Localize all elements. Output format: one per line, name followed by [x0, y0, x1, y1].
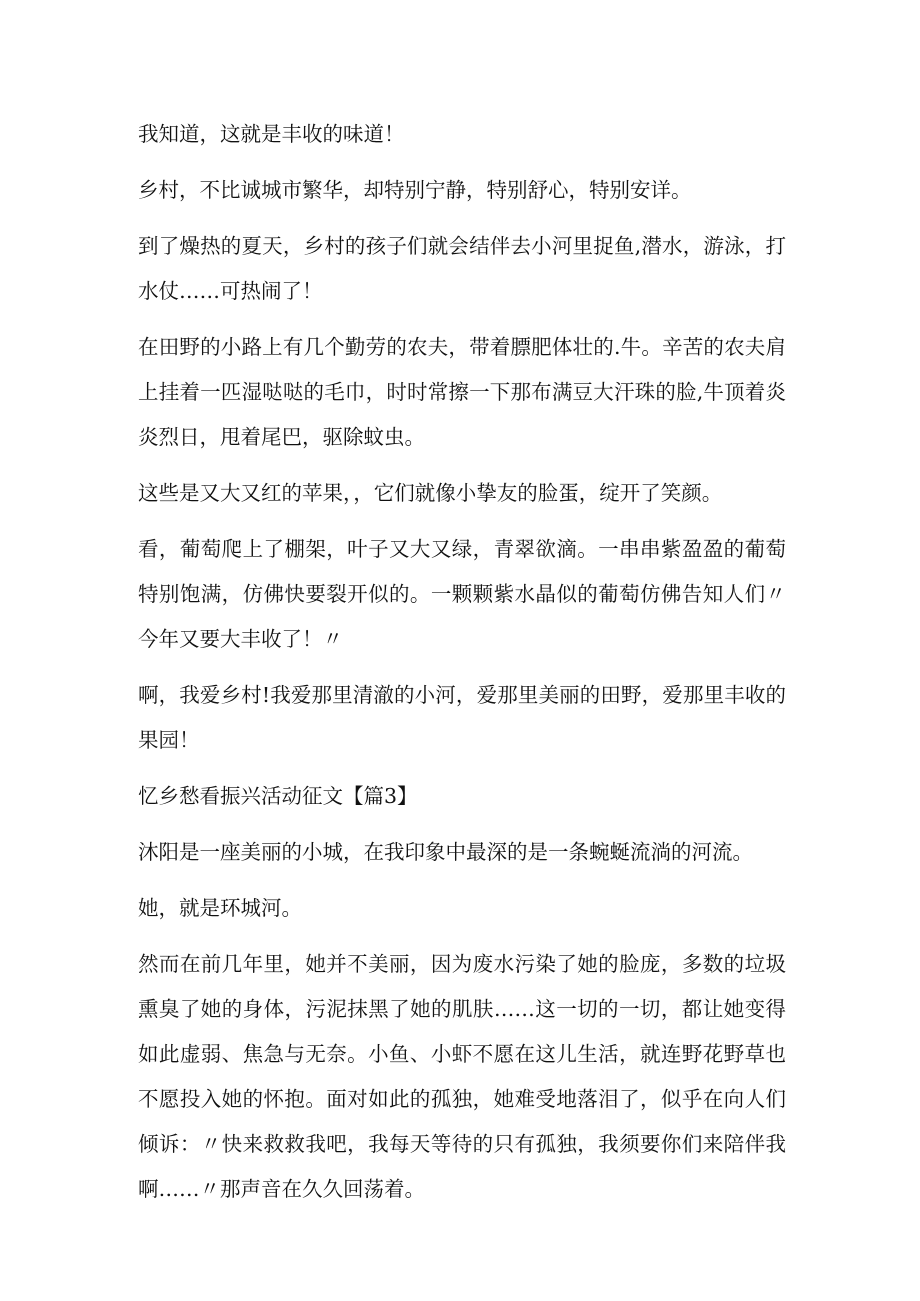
paragraph-2: 乡村，不比诚城市繁华，却特别宁静，特别舒心，特别安详。 [138, 178, 692, 202]
paragraph-3: 到了燥热的夏天，乡村的孩子们就会结伴去小河里捉鱼,潜水，游泳，打水仗……可热闹了！ [138, 234, 786, 303]
paragraph-9: 她，就是环城河。 [138, 896, 302, 920]
paragraph-6: 看，葡萄爬上了棚架，叶子又大又绿，青翠欲滴。一串串紫盈盈的葡萄特别饱满，仿佛快要裂开似的。一颗颗紫水晶似的葡萄仿佛告知人们〃今年又要大丰收了！〃 [138, 537, 786, 651]
paragraph-1: 我知道，这就是丰收的味道！ [138, 122, 405, 146]
paragraph-8: 沐阳是一座美丽的小城，在我印象中最深的是一条蜿蜒流淌的河流。 [138, 840, 753, 864]
paragraph-7: 啊，我爱乡村!我爱那里清澈的小河，爱那里美丽的田野，爱那里丰收的果园！ [138, 683, 786, 752]
paragraph-4: 在田野的小路上有几个勤劳的农夫，带着膘肥体壮的.牛。辛苦的农夫肩上挂着一匹湿哒哒的毛巾，时时常擦一下那布满豆大汗珠的脸,牛顶着炎炎烈日，甩着尾巴，驱除蚊虫。 [138, 335, 786, 449]
section-heading: 忆乡愁看振兴活动征文【篇3】 [138, 784, 418, 808]
paragraph-10: 然而在前几年里，她并不美丽，因为废水污染了她的脸庞，多数的垃圾熏臭了她的身体，污泥抹黑了她的肌肤……这一切的一切，都让她变得如此虚弱、焦急与无奈。小鱼、小虾不愿在这儿生活，就连野花野草也不愿投入她的怀抱。面对如此的孤独，她难受地落泪了，似乎在向人们倾诉：〃快来救救我吧，我每天等待的只有孤独，我须要你们来陪伴我啊……〃那声音在久久回荡着。 [138, 952, 786, 1201]
paragraph-5: 这些是又大又红的苹果，，它们就像小挚友的脸蛋，绽开了笑颜。 [138, 481, 723, 505]
document-body [138, 112, 786, 1223]
